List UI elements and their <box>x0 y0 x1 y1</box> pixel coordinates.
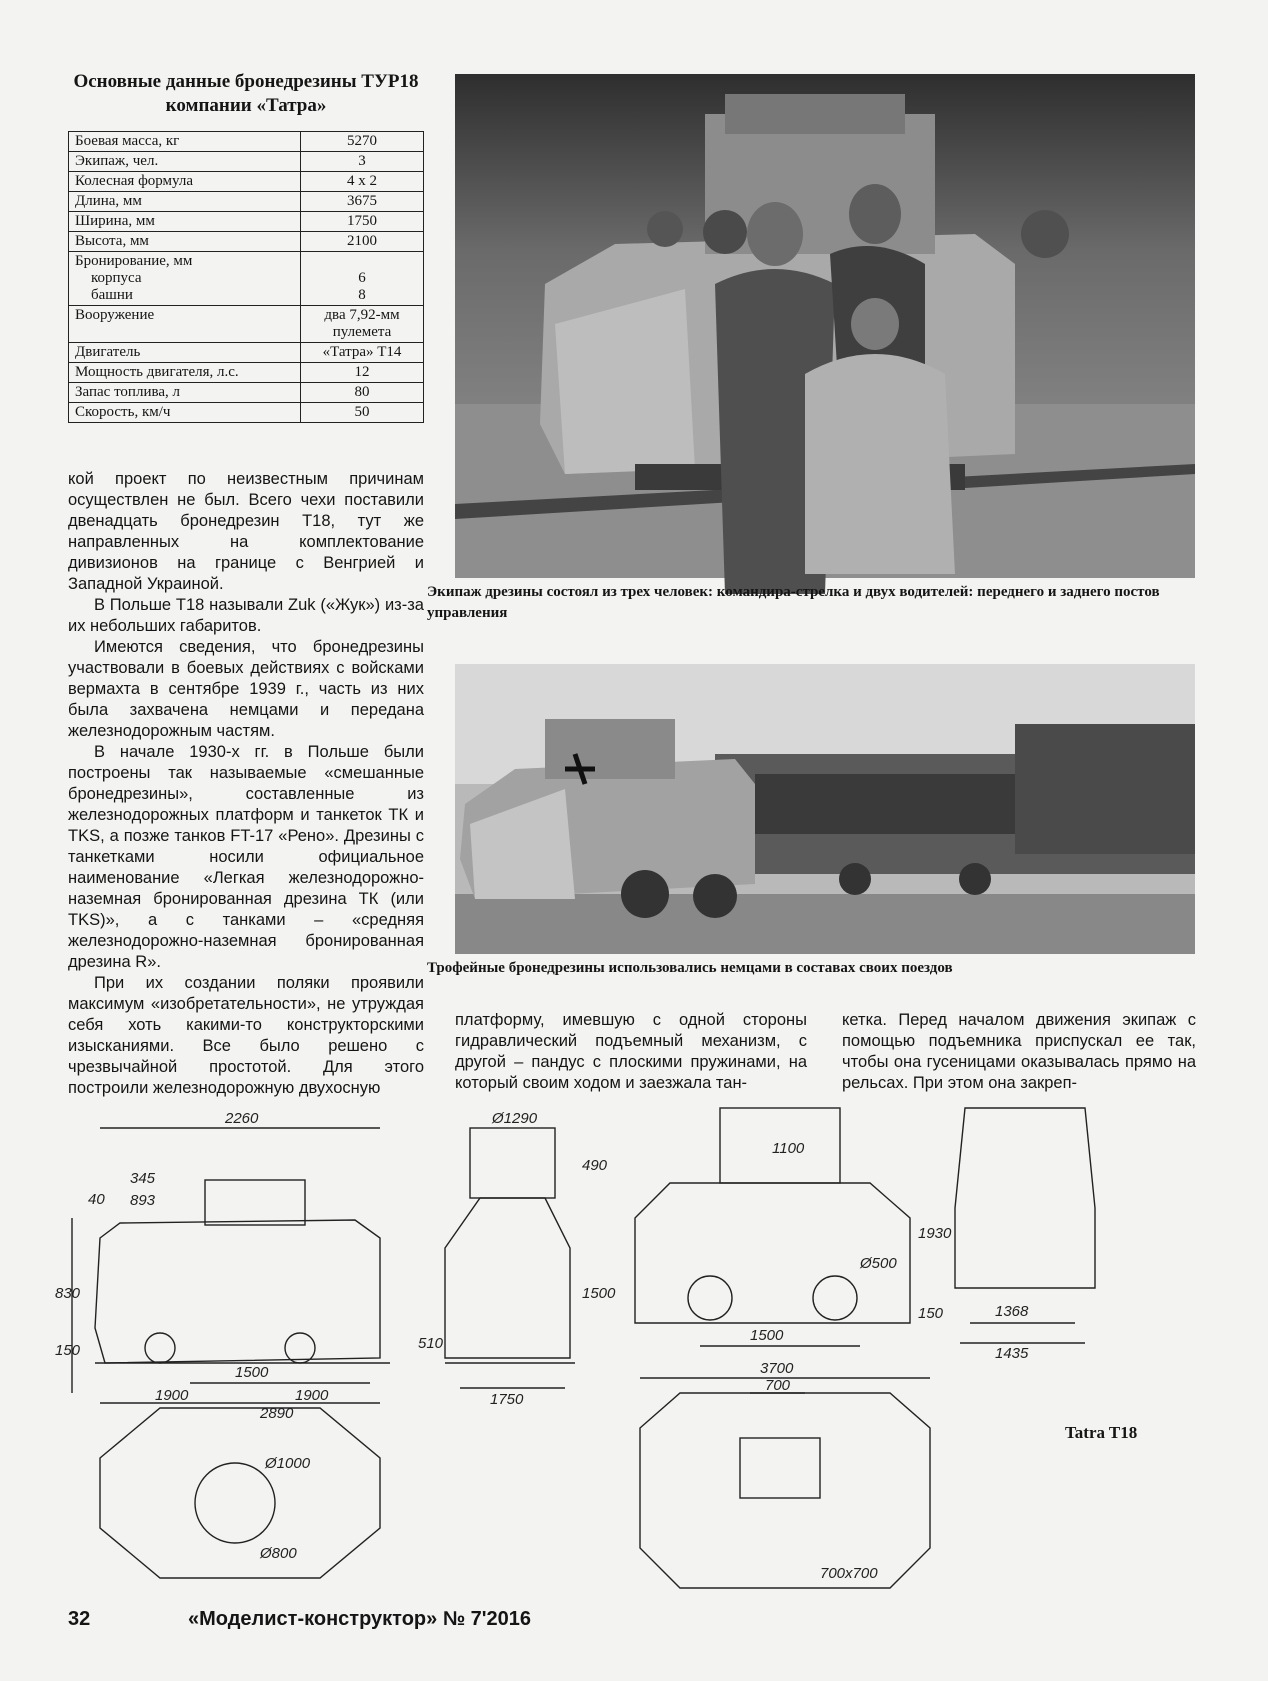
photo-train-caption: Трофейные бронедрезины использовались немцами в составах своих поездов <box>427 960 953 976</box>
dim-1500-side2: 1500 <box>750 1327 784 1344</box>
dim-1368: 1368 <box>995 1303 1029 1320</box>
dim-1435: 1435 <box>995 1345 1029 1362</box>
dim-345: 345 <box>130 1170 156 1187</box>
table-row: Двигатель «Татра» Т14 <box>69 343 424 363</box>
dim-2890: 2890 <box>260 1405 294 1422</box>
side-view <box>55 1110 390 1393</box>
dim-500: Ø500 <box>860 1255 897 1272</box>
magazine-title: «Моделист-конструктор» № 7'2016 <box>188 1608 532 1630</box>
dim-1100: 1100 <box>772 1140 805 1157</box>
dim-490: 490 <box>582 1157 608 1174</box>
table-row: Скорость, км/ч 50 <box>69 403 424 423</box>
photo-train-image <box>455 664 1195 954</box>
dim-1000: Ø1000 <box>265 1455 311 1472</box>
right-column-text: кетка. Перед началом движения экипаж с помощью подъемника приспускал ее так, чтобы она гусеницами оказывалась прямо на рельсах. При этом она закреп- <box>842 1011 1196 1092</box>
dim-150: 150 <box>55 1342 81 1359</box>
front-view <box>418 1110 616 1408</box>
dim-1750: 1750 <box>490 1391 524 1408</box>
side-view-2 <box>635 1108 952 1346</box>
photo-crew-caption: Экипаж дрезины состоял из трех человек: командира-стрелка и двух водителей: переднего и заднего постов управления <box>427 584 1160 621</box>
dim-1500-side: 1500 <box>235 1364 269 1381</box>
dim-700: 700 <box>765 1377 791 1394</box>
top-view <box>100 1387 380 1578</box>
technical-drawings <box>55 1108 1200 1608</box>
dim-830: 830 <box>55 1285 81 1302</box>
drawing-svg <box>55 1108 1200 1608</box>
dim-700x700: 700х700 <box>820 1565 878 1582</box>
rear-view <box>955 1108 1095 1362</box>
left-column-text: кой проект по неизвестным причинам осуществлен не был. Всего чехи поставили двенадцать бронедрезин Т18, тут же направленных на комплектование дивизионов на границе с Венгрией и Западной Украиной. В Польше Т18 называли Zuk («Жук») из-за их небольших габаритов. Имеются сведения, что бронедрезины участвовали в боевых действиях с войсками вермахта в сентябре 1939 г., часть из них была захвачена немцами и передана железнодорожным частям. В начале 1930-х гг. в Польше были построены так называемые «смешанные бронедрезины», составленные из железнодорожных платформ и танкеток ТК и TKS, а позже танков FT-17 «Рено». Дрезины с танкетками носили официальное наименование «Легкая железнодорожно-наземная бронированная дрезина ТК (или TKS)», а с танками – «средняя железнодорожно-наземная бронированная дрезина R». При их создании поляки проявили максимум «изобретательности», не утруждая себя хоть какими-то конструкторскими изысканиями. Все было решено с чрезвычайной простотой. Для этого построили железнодорожную двухосную <box>68 470 424 1097</box>
table-row: Высота, мм 2100 <box>69 232 424 252</box>
table-row: Бронирование, мм корпуса башни 6 8 <box>69 252 424 306</box>
page-number: 32 <box>68 1608 91 1630</box>
middle-column-text: платформу, имевшую с одной стороны гидравлический подъемный механизм, с другой – пандус с плоскими пружинами, на который своим ходом и заезжала тан- <box>455 1011 807 1092</box>
table-row: Боевая масса, кг 5270 <box>69 132 424 152</box>
dim-150-side2: 150 <box>918 1305 944 1322</box>
dim-1290: Ø1290 <box>492 1110 538 1127</box>
dim-1500-vertical: 1500 <box>582 1285 616 1302</box>
table-row: Длина, мм 3675 <box>69 192 424 212</box>
table-row: Вооружение два 7,92-мм пулемета <box>69 306 424 343</box>
table-row: Колесная формула 4 х 2 <box>69 172 424 192</box>
dim-893: 893 <box>130 1192 156 1209</box>
dim-1900-right: 1900 <box>295 1387 329 1404</box>
photo-train <box>455 664 1195 954</box>
model-label: Tatra T18 <box>1065 1423 1138 1442</box>
dim-510: 510 <box>418 1335 444 1352</box>
table-row: Ширина, мм 1750 <box>69 212 424 232</box>
table-row: Запас топлива, л 80 <box>69 383 424 403</box>
dim-2260: 2260 <box>225 1110 259 1127</box>
photo-crew-image <box>455 74 1195 578</box>
table-row: Экипаж, чел. 3 <box>69 152 424 172</box>
dim-40: 40 <box>88 1191 105 1208</box>
spec-table <box>68 131 424 423</box>
dim-1900-left: 1900 <box>155 1387 189 1404</box>
photo-crew <box>455 74 1195 578</box>
dim-800: Ø800 <box>260 1545 297 1562</box>
dim-1930: 1930 <box>918 1225 952 1242</box>
table-row: Мощность двигателя, л.с. 12 <box>69 363 424 383</box>
dim-3700: 3700 <box>760 1360 794 1377</box>
top-view-2 <box>640 1360 930 1588</box>
spec-table-title: Основные данные бронедрезины ТУР18 компании «Татра» <box>73 71 419 116</box>
